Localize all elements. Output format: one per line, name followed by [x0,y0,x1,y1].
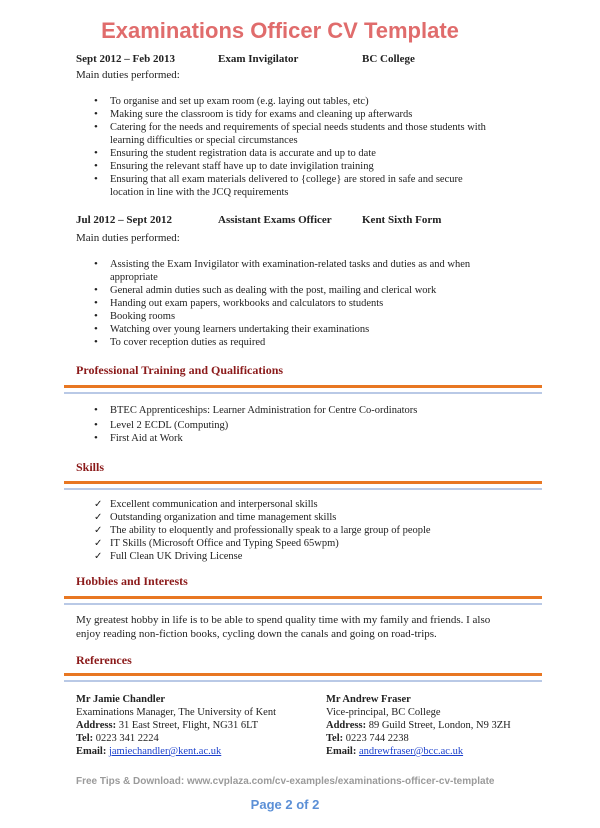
section-heading-references: References [76,653,132,667]
list-item: ✓ Full Clean UK Driving License [94,550,494,563]
reference-address [326,719,556,732]
section-divider [64,673,542,682]
reference-position: Examinations Manager, The University of Kent [76,707,277,718]
reference-name: Mr Andrew Fraser [326,694,411,705]
reference-card [76,693,316,758]
reference-tel [326,732,556,745]
section-heading-training: Professional Training and Qualifications [76,363,284,377]
reference-position: Vice-principal, BC College [326,707,441,718]
list-item: • Ensuring the relevant staff have up to date invigilation training [94,160,494,173]
footer-link[interactable]: Free Tips & Download: www.cvplaza.com/cv-examples/examinations-officer-cv-template [76,776,495,787]
job-dates: Sept 2012 – Feb 2013 [76,53,175,65]
list-item: • To organise and set up exam room (e.g. laying out tables, etc) [94,95,494,108]
list-item: ✓ Outstanding organization and time management skills [94,511,494,524]
job-employer: BC College [362,53,415,65]
reference-email-row [326,745,556,758]
document-title: Examinations Officer CV Template [101,18,459,43]
section-heading-hobbies: Hobbies and Interests [76,574,188,588]
reference-email-link[interactable]: andrewfraser@bcc.ac.uk [358,746,464,757]
list-item: • Handing out exam papers, workbooks and calculators to students [94,297,494,310]
tel-label: Tel: [76,733,94,744]
section-heading-skills: Skills [76,460,105,474]
section-divider [64,596,542,605]
job-intro: Main duties performed: [76,232,180,244]
address-value: 89 Guild Street, London, N9 3ZH [368,720,511,731]
reference-address [76,719,316,732]
address-value: 31 East Street, Flight, NG31 6LT [118,720,259,731]
reference-email-link[interactable]: jamiechandler@kent.ac.uk [108,746,222,757]
reference-name: Mr Jamie Chandler [76,694,166,705]
list-item: • Booking rooms [94,310,494,323]
list-item: ✓ The ability to eloquently and professionally speak to a large group of people [94,524,494,537]
list-item: • General admin duties such as dealing with the post, mailing and clerical work [94,284,494,297]
tel-value: 0223 341 2224 [95,733,159,744]
list-item: • To cover reception duties as required [94,336,494,349]
section-divider [64,385,542,394]
list-item: • First Aid at Work [94,432,494,445]
page-number: Page 2 of 2 [250,797,320,812]
list-item: ✓ IT Skills (Microsoft Office and Typing Speed 65wpm) [94,537,494,550]
address-label: Address: [326,720,367,731]
skills-list [94,498,494,563]
email-label: Email: [76,746,107,757]
job-intro: Main duties performed: [76,69,180,81]
reference-card [326,693,556,758]
tel-label: Tel: [326,733,344,744]
list-item: • Ensuring the student registration data is accurate and up to date [94,147,494,160]
reference-tel [76,732,316,745]
job-dates: Jul 2012 – Sept 2012 [76,214,172,226]
reference-email-row [76,745,316,758]
list-item: • Level 2 ECDL (Computing) [94,419,494,432]
list-item: • Catering for the needs and requirements of special needs students and those students with learning difficulties or special circumstances [94,121,494,147]
section-divider [64,481,542,490]
list-item: • Assisting the Exam Invigilator with examination-related tasks and duties as and when appropriate [94,258,494,284]
job-duties-list [94,95,494,199]
address-label: Address: [76,720,117,731]
tel-value: 0223 744 2238 [345,733,409,744]
list-item: • Watching over young learners undertaking their examinations [94,323,494,336]
email-label: Email: [326,746,357,757]
list-item: • BTEC Apprenticeships: Learner Administration for Centre Co-ordinators [94,404,494,417]
job-duties-list [94,258,494,349]
hobbies-text: My greatest hobby in life is to be able to spend quality time with my family and friends. I also enjoy reading non-fiction books, cycling down the canals and going on road-trips. [76,614,491,640]
job-role: Exam Invigilator [218,53,299,65]
list-item: • Making sure the classroom is tidy for exams and cleaning up afterwards [94,108,494,121]
job-role: Assistant Exams Officer [218,214,332,226]
job-employer: Kent Sixth Form [362,214,442,226]
list-item: • Ensuring that all exam materials delivered to {college} are stored in safe and secure location in line with the JCQ requirements [94,173,494,199]
training-list [94,404,494,445]
list-item: ✓ Excellent communication and interpersonal skills [94,498,494,511]
